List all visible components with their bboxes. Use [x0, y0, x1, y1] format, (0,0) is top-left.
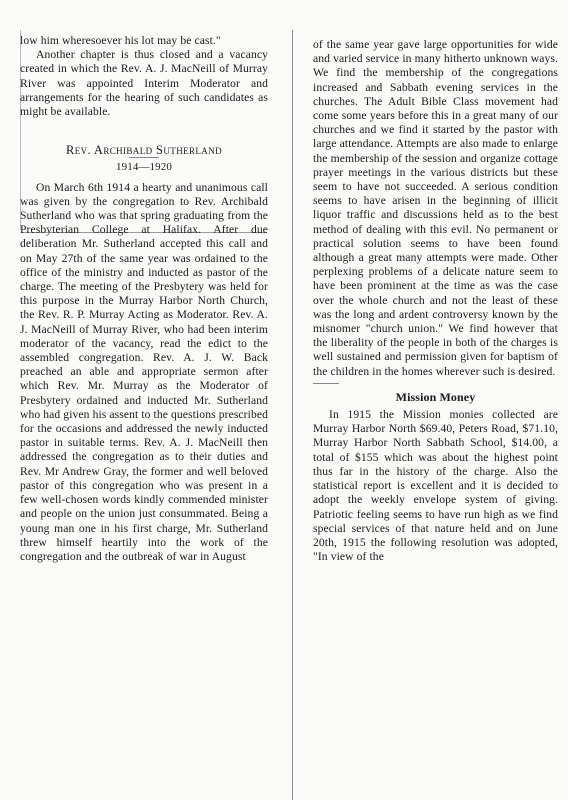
title-underline [129, 157, 159, 158]
left-para-chapter-closed: Another chapter is thus closed and a vacancy created in which the Rev. A. J. MacNeill of Murray River was appointed Interim Moderator and arrangements for the hearing of such candidates as might be available. [20, 48, 268, 119]
paragraph-end-rule [313, 383, 339, 384]
right-para-opportunities: of the same year gave large opportunities for wide and varied service in many hitherto unknown ways. We find the membership of the congregations increased and Sabbath evening services in the churches. The Adult Bible Class movement had come some years before this in a great many of our churches and we find it started by the pastor with large attendance. Attempts are also made to enlarge the membership of the session and organize cottage prayer meetings in the various districts but these seem to have not succeeded. A serious condition seems to have arisen in the beginning of illicit liquor traffic and discussions held as to the best method of dealing with this evil. No permanent or practical solution seems to have been found although a great many attempts were made. Other perplexing problems of a delicate nature seem to have been prominent at the time as was the case over the whole church and not the least of these was the long and ardent controversy known by the misnomer "church union." We find however that the liberality of the people in both of the charges is well sustained and permission given for baptism of the children in the homes wherever such is desired. [313, 38, 558, 378]
right-column [313, 38, 558, 564]
column-divider [292, 30, 293, 800]
section-title-mission-money: Mission Money [395, 389, 476, 404]
section-years: 1914—1920 [116, 161, 172, 174]
right-para-mission-monies: In 1915 the Mission monies collected are Murray Harbor North $69.40, Peters Road, $71.10, Murray Harbor North Sabbath School, $14.00, a total of $155 which was about the highest point thus far in the history of the charge. Also the statistical report is excellent and it is decided to adopt the weekly envelope system of giving. Patriotic feeling seems to have run high as we find special services of that nature held and on June 20th, 1915 the following resolution was adopted, "In view of the [313, 408, 558, 564]
left-para-call: On March 6th 1914 a hearty and unanimous call was given by the congregation to Rev. Archibald Sutherland who was that spring graduating from the Presbyterian College at Halifax. After due deliberation Mr. Sutherland accepted this call and on May 27th of the same year was ordained to the office of the ministry and inducted as pastor of the charge. The meeting of the Presbytery was held for this purpose in the Murray Harbor North Church, the Rev. R. P. Murray Acting as Moderator. Rev. A. J. MacNeill of Murray River, who had been interim moderator of the vacancy, read the edict to the assembled congregation. Rev. A. J. W. Back preached an able and appropriate sermon after which Rev. Mr. Murray as the Moderator of Presbytery ordained and inducted Mr. Sutherland who had given his assent to the questions prescribed for the occasions and addressed the newly inducted pastor in suitable terms. Rev. A. J. MacNeill then addressed the congregation as to their duties and Rev. Mr Andrew Gray, the former and well beloved pastor of this congregation who was present in a few well-chosen words kindly commended minister and people on the union just consummated. Being a young man one in his first charge, Mr. Sutherland threw himself heartily into the work of the congregation and the outbreak of war in August [20, 180, 268, 563]
left-column [20, 34, 268, 564]
left-para-continued: low him wheresoever his lot may be cast." [20, 34, 221, 47]
section-title-sutherland: Rev. Archibald Sutherland [66, 143, 222, 158]
